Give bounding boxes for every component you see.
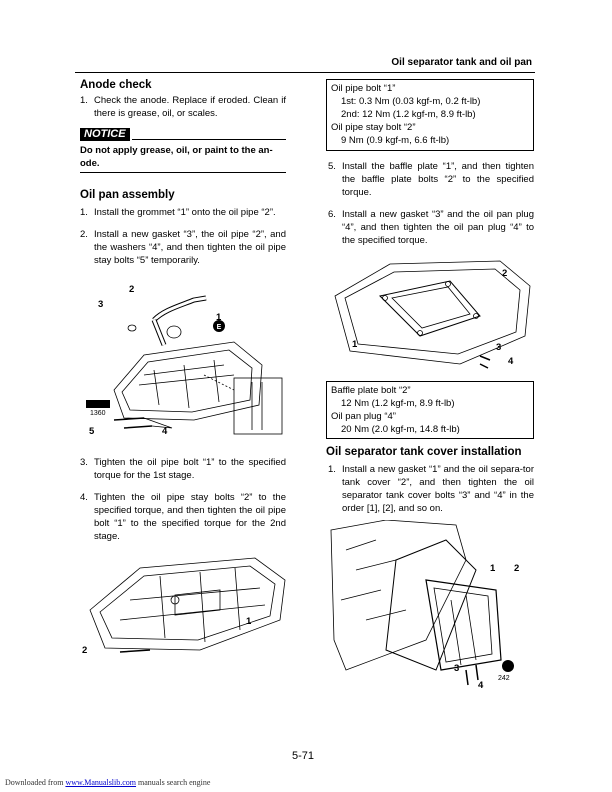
figure-code: 242 (498, 675, 510, 682)
oil-pan-illustration-1 (84, 280, 289, 440)
oil-pan-illustration-2 (80, 550, 290, 662)
callout-2: 2 (129, 284, 135, 295)
running-header: Oil separator tank and oil pan (391, 57, 532, 68)
spec-line: 1st: 0.3 Nm (0.03 kgf-m, 0.2 ft-lb) (341, 96, 481, 107)
step-number: 3. (80, 457, 88, 468)
figure-code: 1360 (90, 410, 106, 417)
oil-pan-steps-2 (80, 456, 286, 543)
callout-2: 2 (514, 563, 520, 574)
notice-rule (132, 139, 286, 140)
manualslib-link[interactable]: www.Manualslib.com (65, 778, 137, 787)
step-item (328, 208, 534, 247)
callout-4: 4 (478, 680, 484, 691)
spec-line: 12 Nm (1.2 kgf-m, 8.9 ft-lb) (341, 398, 455, 409)
download-suffix: manuals search engine (138, 778, 211, 787)
torque-badge-icon (502, 660, 514, 672)
engine-illustration (326, 520, 536, 700)
step-number: 1. (80, 207, 88, 218)
callout-4: 4 (162, 426, 168, 437)
notice-label: NOTICE (80, 128, 130, 141)
callout-5: 5 (89, 426, 95, 437)
spec-line: Oil pipe bolt “1” (331, 83, 396, 94)
spec-line: Baffle plate bolt “2” (331, 385, 411, 396)
spec-line: 2nd: 12 Nm (1.2 kgf-m, 8.9 ft-lb) (341, 109, 476, 120)
step-item (328, 160, 534, 199)
torque-spec-box-2 (326, 381, 534, 439)
download-prefix: Downloaded from (5, 778, 64, 787)
step-number: 5. (328, 161, 336, 172)
step-text: Tighten the oil pipe stay bolts “2” to the specified torque, and then tighten the oil pipe bolt “1” to the specified torque for the 2nd stage. (94, 492, 286, 542)
spec-line: Oil pipe stay bolt “2” (331, 122, 416, 133)
step-item (80, 94, 286, 120)
baffle-plate-figure (330, 256, 535, 376)
spec-line: 9 Nm (0.9 kgf-m, 6.6 ft-lb) (341, 135, 450, 146)
torque-spec-box-1 (326, 79, 534, 151)
step-number: 1. (328, 464, 336, 475)
callout-4: 4 (508, 356, 514, 367)
code-marker-icon (86, 400, 110, 408)
notice-header (80, 128, 286, 142)
step-item (80, 206, 286, 219)
callout-1: 1 (216, 312, 222, 323)
callout-3: 3 (98, 299, 104, 310)
notice-bottom-rule (80, 172, 286, 173)
separator-heading: Oil separator tank cover installation (326, 446, 522, 458)
step-item (80, 456, 286, 482)
step-number: 6. (328, 209, 336, 220)
anode-heading: Anode check (80, 79, 152, 91)
baffle-steps (328, 160, 534, 247)
notice-text: Do not apply grease, oil, or paint to the an-ode. (80, 145, 273, 169)
spec-line: Oil pan plug “4” (331, 411, 396, 422)
oil-pan-steps (80, 206, 286, 267)
page-number: 5-71 (292, 750, 315, 762)
step-text: Check the anode. Replace if eroded. Clean if there is grease, oil, or scales. (94, 95, 286, 119)
separator-tank-figure (326, 520, 536, 700)
callout-2: 2 (82, 645, 88, 656)
callout-3: 3 (496, 342, 502, 353)
step-text: Install a new gasket “3” and the oil pan plug “4”, and then tighten the oil pan plug “4” to the specified torque. (342, 209, 534, 246)
callout-1: 1 (352, 339, 358, 350)
callout-1: 1 (490, 563, 496, 574)
step-text: Tighten the oil pipe bolt “1” to the specified torque for the 1st stage. (94, 457, 286, 481)
download-credit (5, 778, 210, 787)
oil-pan-figure-2 (80, 550, 290, 662)
step-text: Install a new gasket “3”, the oil pipe “2”, and the washers “4”, and then tighten the oil pipe stay bolts “5” temporarily. (94, 229, 286, 266)
anode-steps (80, 94, 286, 120)
callout-2: 2 (502, 268, 508, 279)
step-number: 2. (80, 229, 88, 240)
step-number: 1. (80, 95, 88, 106)
spec-line: 20 Nm (2.0 kgf-m, 14.8 ft-lb) (341, 424, 460, 435)
separator-steps (328, 463, 534, 515)
callout-1: 1 (246, 616, 252, 627)
step-number: 4. (80, 492, 88, 503)
oil-pan-heading: Oil pan assembly (80, 189, 175, 201)
header-rule (75, 72, 535, 73)
oil-pipe-figure (84, 280, 289, 440)
step-text: Install the baffle plate “1”, and then tighten the baffle plate bolts “2” to the specified torque. (342, 161, 534, 198)
step-item (80, 228, 286, 267)
svg-text:E: E (216, 324, 222, 331)
step-item (328, 463, 534, 515)
callout-3: 3 (454, 663, 460, 674)
step-text: Install a new gasket “1” and the oil separa-tor tank cover “2”, and then tighten the oil separator tank cover bolts “3” and “4” in the order [1], [2], and so on. (342, 464, 534, 514)
step-text: Install the grommet “1” onto the oil pipe “2”. (94, 207, 276, 218)
step-item (80, 491, 286, 543)
